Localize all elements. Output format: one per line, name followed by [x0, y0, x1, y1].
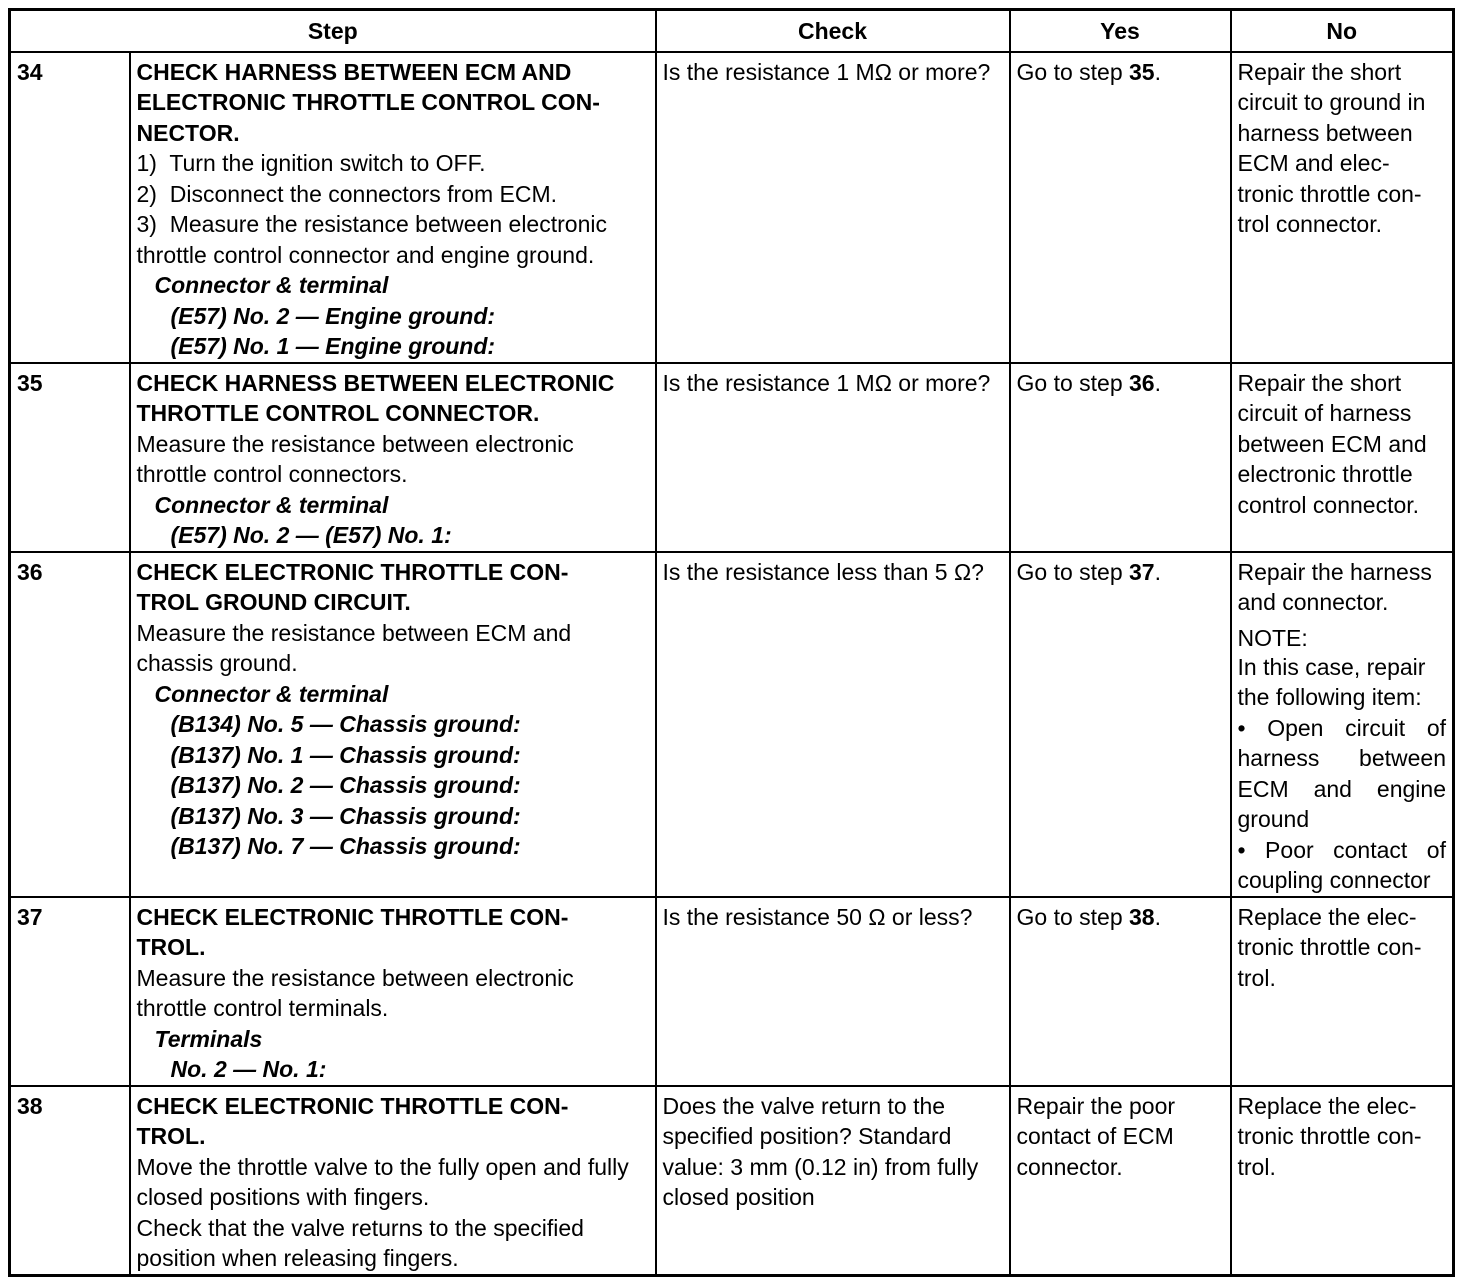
yes-suffix: .	[1154, 58, 1161, 85]
spec-item: (E57) No. 1 — Engine ground:	[170, 333, 496, 359]
step-description	[130, 552, 656, 897]
instruction-line: throttle control connector and engine ground.	[136, 241, 595, 268]
no-line: tronic throttle con-	[1237, 934, 1422, 960]
header-yes: Yes	[1010, 10, 1231, 52]
check-cell: Is the resistance less than 5 Ω?	[656, 552, 1010, 897]
step-number: 38	[10, 1086, 130, 1276]
yes-line: connector.	[1016, 1153, 1123, 1180]
header-row	[10, 10, 1454, 52]
spec-heading: Connector & terminal	[154, 680, 389, 707]
step-title-line: CHECK ELECTRONIC THROTTLE CON-	[136, 903, 569, 930]
header-no: No	[1231, 10, 1454, 52]
no-line: tronic throttle con-	[1237, 180, 1422, 207]
yes-suffix: .	[1154, 903, 1161, 930]
no-line: Repair the short	[1237, 58, 1402, 85]
no-line: trol.	[1237, 964, 1276, 991]
no-line: tronic throttle con-	[1237, 1123, 1422, 1149]
table-row	[10, 52, 1454, 363]
note-line: In this case, repair	[1237, 653, 1426, 680]
no-cell	[1231, 552, 1454, 897]
instruction-line: Measure the resistance between electronic	[136, 430, 574, 457]
instruction-line: Move the throttle valve to the fully open and fully	[136, 1153, 629, 1180]
yes-cell	[1010, 552, 1231, 897]
step-title-line: CHECK ELECTRONIC THROTTLE CON-	[136, 558, 569, 585]
no-line: electronic throttle	[1237, 461, 1413, 487]
spec-heading: Terminals	[154, 1025, 263, 1052]
note-line: the following item:	[1237, 684, 1422, 710]
yes-cell	[1010, 1086, 1231, 1276]
instruction-line: throttle control connectors.	[136, 461, 408, 487]
step-title-line: CHECK HARNESS BETWEEN ELECTRONIC	[136, 369, 615, 396]
no-line: and connector.	[1237, 589, 1389, 615]
no-line: Repair the harness	[1237, 558, 1432, 585]
yes-cell	[1010, 363, 1231, 552]
spec-item: (B137) No. 2 — Chassis ground:	[170, 772, 521, 798]
header-step: Step	[10, 10, 656, 52]
step-number: 37	[10, 897, 130, 1086]
table-row	[10, 1086, 1454, 1276]
spec-item: (E57) No. 2 — Engine ground:	[170, 302, 496, 329]
bullet-line: • Poor contact of	[1237, 836, 1446, 863]
no-line: ECM and elec-	[1237, 150, 1390, 176]
no-line: Replace the elec-	[1237, 1092, 1417, 1119]
bullet-line: ground	[1237, 806, 1310, 832]
check-cell: Is the resistance 1 MΩ or more?	[656, 52, 1010, 363]
step-title-line: THROTTLE CONTROL CONNECTOR.	[136, 400, 540, 426]
spec-heading: Connector & terminal	[154, 491, 389, 518]
bullet-line: coupling connector	[1237, 867, 1431, 893]
step-description	[130, 897, 656, 1086]
check-cell: Is the resistance 1 MΩ or more?	[656, 363, 1010, 552]
table-row	[10, 363, 1454, 552]
table-row	[10, 897, 1454, 1086]
instruction-line: Check that the valve returns to the specified	[136, 1214, 584, 1241]
no-line: control connector.	[1237, 491, 1420, 518]
step-title-line: NECTOR.	[136, 119, 240, 146]
no-line: circuit of harness	[1237, 400, 1412, 426]
check-cell	[656, 1086, 1010, 1276]
instruction-line: chassis ground.	[136, 650, 298, 676]
spec-item: (E57) No. 2 — (E57) No. 1:	[170, 522, 452, 548]
yes-step-link: 38	[1129, 903, 1155, 930]
step-title-line: ELECTRONIC THROTTLE CONTROL CON-	[136, 89, 600, 115]
instruction-line: position when releasing fingers.	[136, 1245, 459, 1271]
instruction-line: throttle control terminals.	[136, 995, 389, 1021]
spec-heading: Connector & terminal	[154, 272, 389, 298]
yes-suffix: .	[1154, 558, 1161, 585]
spec-item: (B137) No. 3 — Chassis ground:	[170, 802, 521, 829]
bullet-line: • Open circuit of	[1237, 714, 1446, 741]
no-line: circuit to ground in	[1237, 89, 1426, 115]
instruction-line: 2) Disconnect the connectors from ECM.	[136, 180, 558, 207]
yes-line: contact of ECM	[1016, 1123, 1174, 1149]
yes-step-link: 36	[1129, 369, 1155, 396]
no-cell	[1231, 363, 1454, 552]
step-number: 36	[10, 552, 130, 897]
step-title-line: TROL.	[136, 1123, 206, 1149]
step-title-line: CHECK ELECTRONIC THROTTLE CON-	[136, 1092, 569, 1119]
no-line: Repair the short	[1237, 369, 1402, 396]
step-description	[130, 52, 656, 363]
check-line: value: 3 mm (0.12 in) from fully	[662, 1153, 979, 1180]
spec-item: (B137) No. 7 — Chassis ground:	[170, 833, 521, 859]
no-cell	[1231, 52, 1454, 363]
no-line: trol.	[1237, 1153, 1276, 1180]
header-check: Check	[656, 10, 1010, 52]
no-line: harness between	[1237, 119, 1413, 146]
instruction-line: closed positions with fingers.	[136, 1184, 430, 1210]
check-line: Does the valve return to the	[662, 1092, 946, 1119]
spec-item: (B137) No. 1 — Chassis ground:	[170, 741, 521, 768]
yes-cell	[1010, 52, 1231, 363]
yes-step-link: 35	[1129, 58, 1155, 85]
instruction-line: Measure the resistance between ECM and	[136, 619, 572, 646]
yes-suffix: .	[1154, 369, 1161, 396]
yes-prefix: Go to step	[1016, 58, 1130, 85]
check-line: closed position	[662, 1184, 815, 1210]
no-cell	[1231, 897, 1454, 1086]
spec-item: No. 2 — No. 1:	[170, 1056, 327, 1082]
check-cell: Is the resistance 50 Ω or less?	[656, 897, 1010, 1086]
no-line: between ECM and	[1237, 430, 1427, 457]
note-label: NOTE:	[1237, 624, 1308, 651]
step-number: 35	[10, 363, 130, 552]
yes-prefix: Go to step	[1016, 558, 1130, 585]
check-line: specified position? Standard	[662, 1123, 952, 1149]
no-line: Replace the elec-	[1237, 903, 1417, 930]
bullet-line: harness between	[1237, 745, 1446, 771]
step-title-line: CHECK HARNESS BETWEEN ECM AND	[136, 58, 572, 85]
yes-prefix: Go to step	[1016, 369, 1130, 396]
yes-prefix: Go to step	[1016, 903, 1130, 930]
step-title-line: TROL.	[136, 934, 206, 960]
yes-cell	[1010, 897, 1231, 1086]
step-description	[130, 363, 656, 552]
spec-item: (B134) No. 5 — Chassis ground:	[170, 711, 521, 737]
instruction-line: Measure the resistance between electronic	[136, 964, 574, 991]
step-number: 34	[10, 52, 130, 363]
diagnostic-table	[8, 8, 1455, 1277]
yes-step-link: 37	[1129, 558, 1155, 585]
step-title-line: TROL GROUND CIRCUIT.	[136, 589, 411, 615]
table-row	[10, 552, 1454, 897]
no-line: trol connector.	[1237, 211, 1382, 237]
yes-line: Repair the poor	[1016, 1092, 1176, 1119]
step-description	[130, 1086, 656, 1276]
bullet-line: ECM and engine	[1237, 775, 1446, 802]
instruction-line: 1) Turn the ignition switch to OFF.	[136, 150, 486, 176]
no-cell	[1231, 1086, 1454, 1276]
instruction-line: 3) Measure the resistance between electronic	[136, 211, 607, 237]
